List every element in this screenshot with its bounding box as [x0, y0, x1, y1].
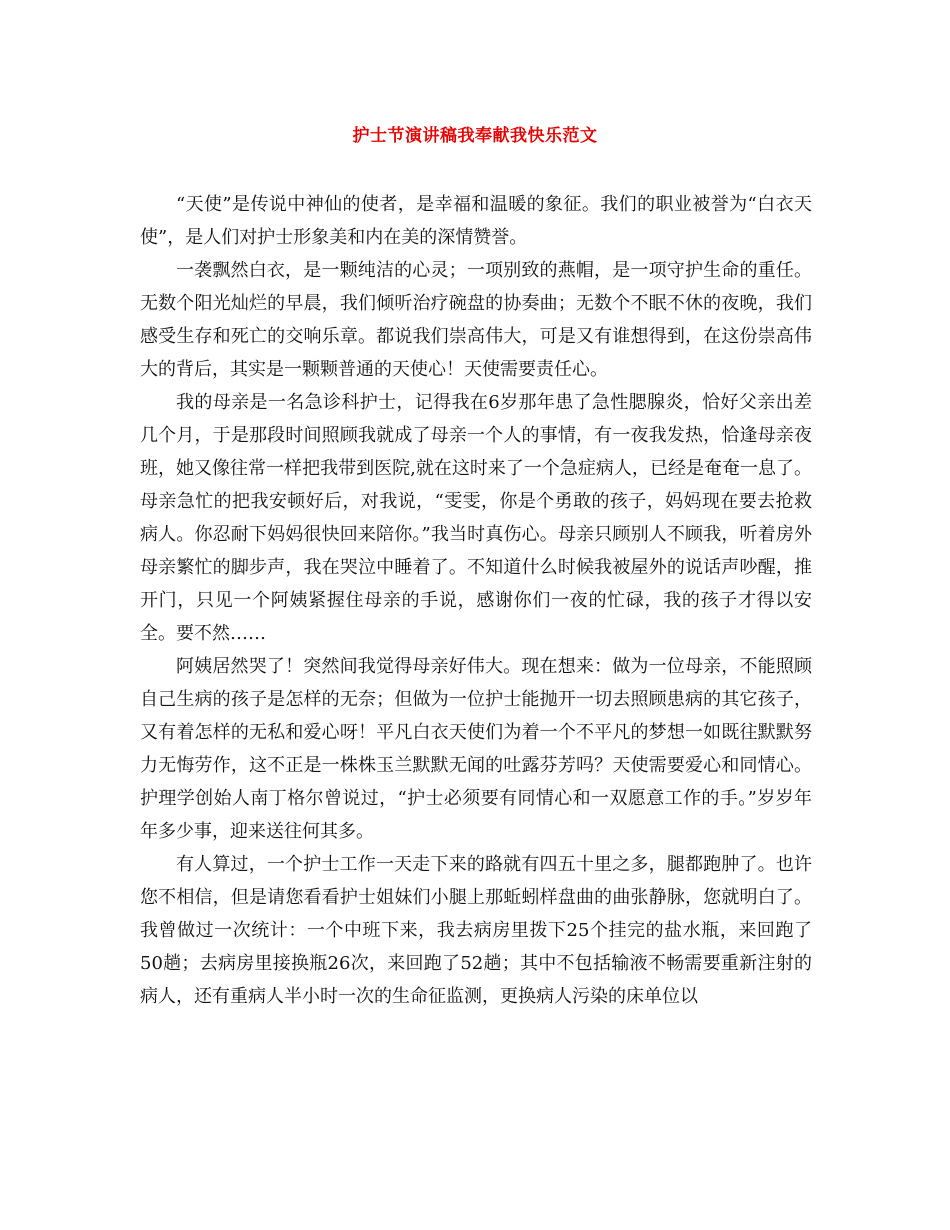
paragraph-3: 我的母亲是一名急诊科护士，记得我在6岁那年患了急性腮腺炎，恰好父亲出差几个月，于是那段时间照顾我就成了母亲一个人的事情，有一夜我发热，恰逢母亲夜班，她又像往常一样把我带到医院,就在这时来了一个急症病人，已经是奄奄一息了。母亲急忙的把我安顿好后，对我说，“雯雯，你是个勇敢的孩子，妈妈现在要去抢救病人。你忍耐下妈妈很快回来陪你。”我当时真伤心。母亲只顾别人不顾我，听着房外母亲繁忙的脚步声，我在哭泣中睡着了。不知道什么时候我被屋外的说话声吵醒，推开门，只见一个阿姨紧握住母亲的手说，感谢你们一夜的忙碌，我的孩子才得以安全。要不然……: [140, 392, 812, 644]
document-title: 护士节演讲稿我奉献我快乐范文: [352, 126, 598, 146]
paragraph-4: 阿姨居然哭了！突然间我觉得母亲好伟大。现在想来：做为一位母亲，不能照顾自己生病的孩子是怎样的无奈；但做为一位护士能抛开一切去照顾患病的其它孩子，又有着怎样的无私和爱心呀！平凡白衣天使们为着一个不平凡的梦想一如既往默默努力无悔劳作，这不正是一株株玉兰默默无闻的吐露芬芳吗？天使需要爱心和同情心。护理学创始人南丁格尔曾说过，“护士必须要有同情心和一双愿意工作的手。”岁岁年年多少事，迎来送往何其多。: [140, 656, 812, 842]
paragraph-2: 一袭飘然白衣，是一颗纯洁的心灵；一项别致的燕帽，是一项守护生命的重任。无数个阳光灿烂的早晨，我们倾听治疗碗盘的协奏曲；无数个不眠不休的夜晚，我们感受生存和死亡的交响乐章。都说我们崇高伟大，可是又有谁想得到，在这份崇高伟大的背后，其实是一颗颗普通的天使心！天使需要责任心。: [140, 260, 812, 380]
paragraph-5: 有人算过，一个护士工作一天走下来的路就有四五十里之多，腿都跑肿了。也许您不相信，但是请您看看护士姐妹们小腿上那蚯蚓样盘曲的曲张静脉，您就明白了。我曾做过一次统计：一个中班下来，我去病房里拨下25个挂完的盐水瓶，来回跑了50趟；去病房里接换瓶26次，来回跑了52趟；其中不包括输液不畅需要重新注射的病人，还有重病人半小时一次的生命征监测，更换病人污染的床单位以: [140, 854, 812, 1007]
document-body: [140, 188, 812, 1013]
paragraph-1: “天使”是传说中神仙的使者，是幸福和温暖的象征。我们的职业被誉为“白衣天使”，是人们对护士形象美和内在美的深情赞誉。: [140, 194, 812, 248]
